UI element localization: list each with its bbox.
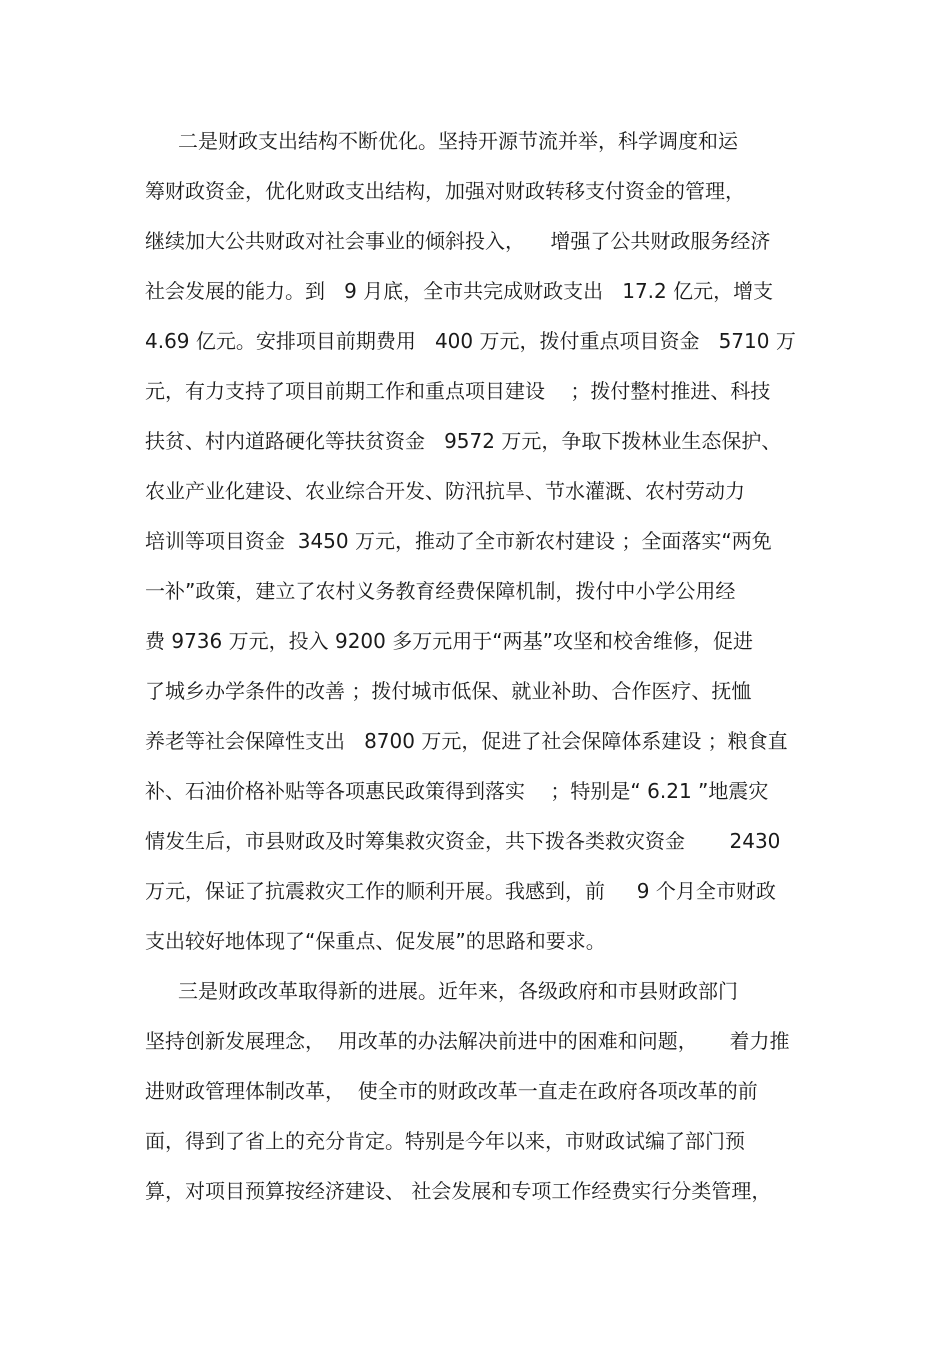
paragraph-3-line-4: 面，得到了省上的充分肯定。特别是今年以来，市财政试编了部门预: [145, 1129, 745, 1153]
paragraph-2-line-5: 4.69 亿元。安排项目前期费用 400 万元，拨付重点项目资金 5710 万: [145, 329, 796, 353]
paragraph-2-line-11: 费 9736 万元，投入 9200 多万元用于“两基”攻坚和校舍维修，促进: [145, 629, 753, 653]
paragraph-2-line-17: 支出较好地体现了“保重点、促发展”的思路和要求。: [145, 929, 606, 953]
paragraph-2-line-6: 元，有力支持了项目前期工作和重点项目建设 ；拨付整村推进、科技: [145, 379, 771, 403]
paragraph-2-line-8: 农业产业化建设、农业综合开发、防汛抗旱、节水灌溉、农村劳动力: [145, 479, 745, 503]
paragraph-2-line-13: 养老等社会保障性支出 8700 万元，促进了社会保障体系建设 ；粮食直: [145, 729, 788, 753]
paragraph-2-line-14: 补、石油价格补贴等各项惠民政策得到落实 ；特别是“ 6.21 ”地震灾: [145, 779, 769, 803]
paragraph-3-line-3: 进财政管理体制改革， 使全市的财政改革一直走在政府各项改革的前: [145, 1079, 758, 1103]
paragraph-3-line-2: 坚持创新发展理念， 用改革的办法解决前进中的困难和问题， 着力推: [145, 1029, 790, 1053]
paragraph-2-line-1: 二是财政支出结构不断优化。坚持开源节流并举，科学调度和运: [178, 129, 738, 153]
paragraph-2-line-12: 了城乡办学条件的改善 ；拨付城市低保、就业补助、合作医疗、抚恤: [145, 679, 752, 703]
paragraph-2-line-9: 培训等项目资金 3450 万元，推动了全市新农村建设 ；全面落实“两免: [145, 529, 772, 553]
paragraph-2-line-15: 情发生后，市县财政及时筹集救灾资金，共下拨各类救灾资金 2430: [145, 829, 781, 853]
paragraph-2-line-7: 扶贫、村内道路硬化等扶贫资金 9572 万元，争取下拨林业生态保护、: [145, 429, 782, 453]
paragraph-2-line-2: 筹财政资金，优化财政支出结构，加强对财政转移支付资金的管理，: [145, 179, 745, 203]
paragraph-3-line-5: 算，对项目预算按经济建设、 社会发展和专项工作经费实行分类管理，: [145, 1179, 772, 1203]
paragraph-2-line-3: 继续加大公共财政对社会事业的倾斜投入， 增强了公共财政服务经济: [145, 229, 771, 253]
paragraph-3-line-1: 三是财政改革取得新的进展。近年来，各级政府和市县财政部门: [178, 979, 738, 1003]
paragraph-2-line-16: 万元，保证了抗震救灾工作的顺利开展。我感到，前 9 个月全市财政: [145, 879, 776, 903]
paragraph-2-line-4: 社会发展的能力。到 9 月底，全市共完成财政支出 17.2 亿元，增支: [145, 279, 774, 303]
paragraph-2-line-10: 一补”政策，建立了农村义务教育经费保障机制，拨付中小学公用经: [145, 579, 736, 603]
